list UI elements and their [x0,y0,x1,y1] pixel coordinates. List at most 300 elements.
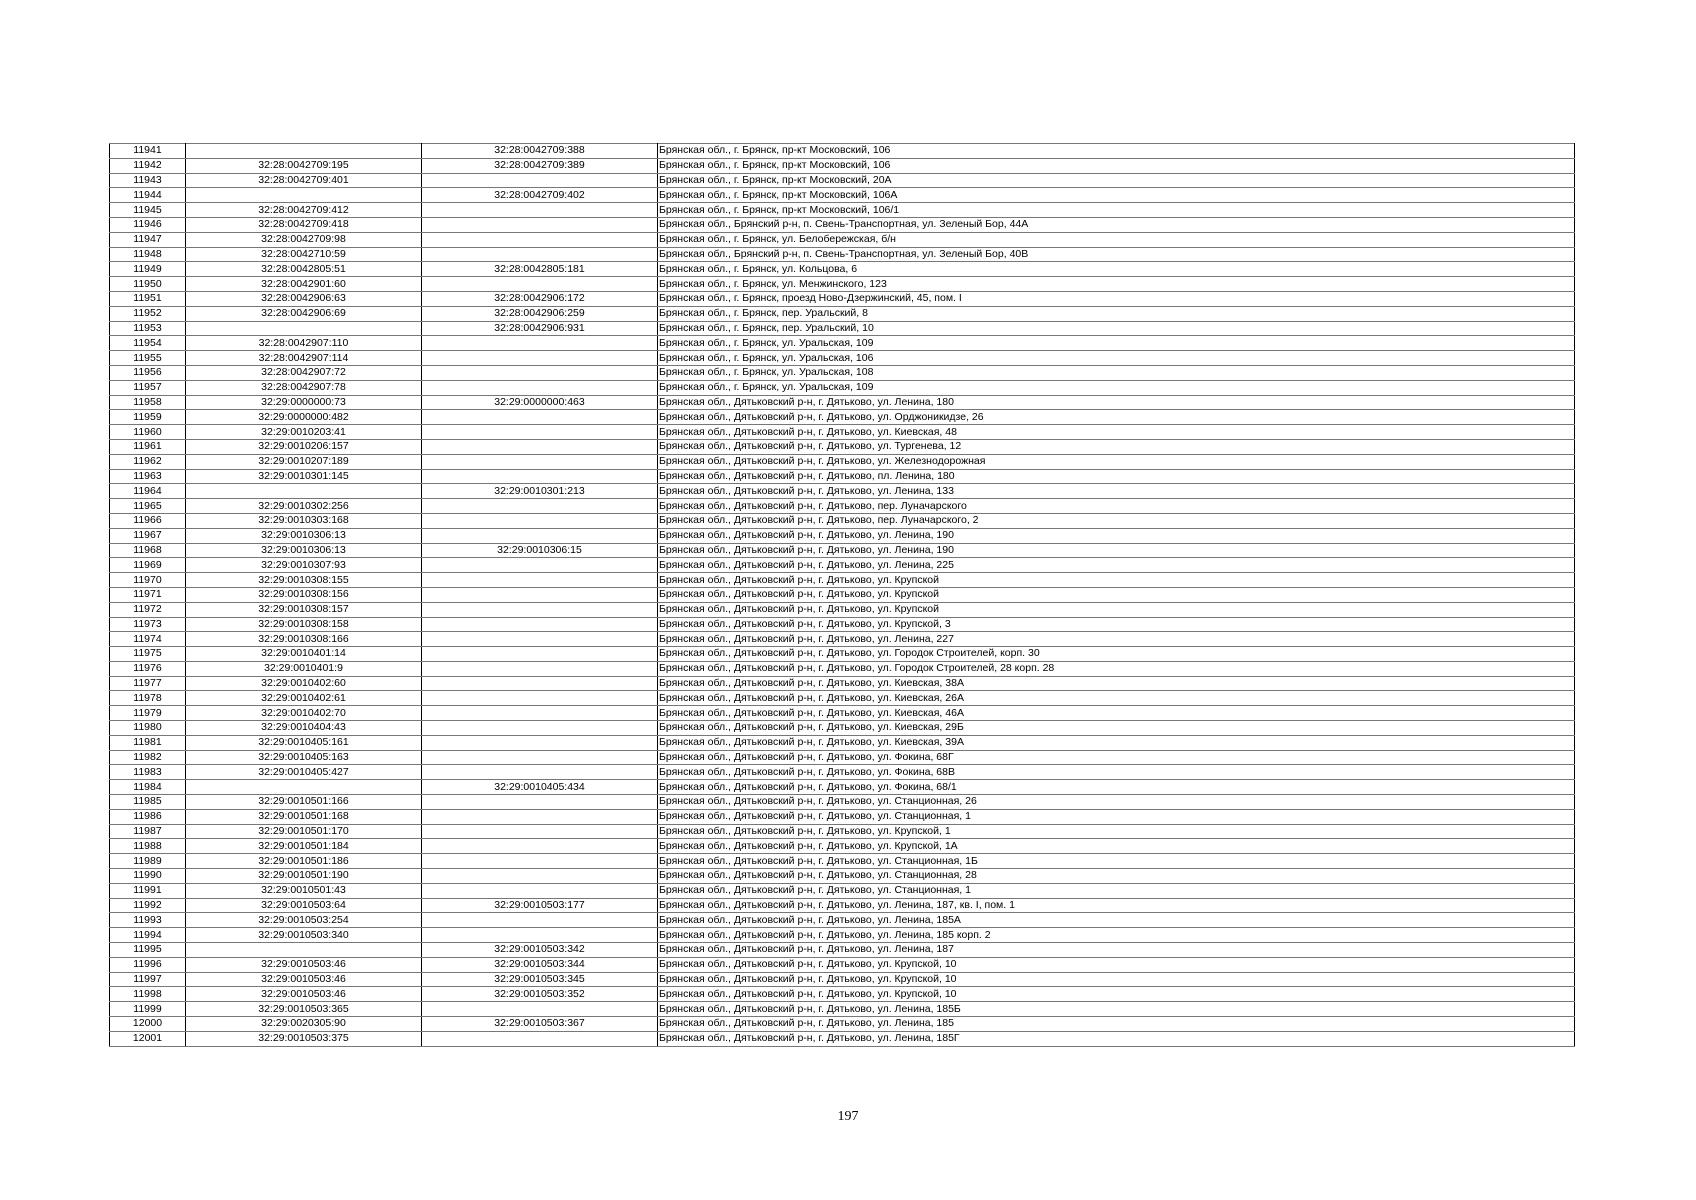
table-row [110,469,1575,484]
row-number-cell: 11994 [110,928,186,943]
table-row [110,291,1575,306]
row-number-cell: 11969 [110,558,186,573]
row-number-cell: 11958 [110,395,186,410]
address-cell: Брянская обл., Дятьковский р-н, г. Дятьково, ул. Тургенева, 12 [658,439,1575,454]
table-row [110,617,1575,632]
related-cadastral-number-cell: 32:29:0010503:345 [422,972,658,987]
address-cell: Брянская обл., Дятьковский р-н, г. Дятьково, ул. Крупской, 10 [658,972,1575,987]
table-row [110,587,1575,602]
row-number-cell: 11942 [110,158,186,173]
row-number-cell: 11965 [110,499,186,514]
cadastral-number-cell: 32:29:0010405:163 [186,750,422,765]
table-row [110,735,1575,750]
address-cell: Брянская обл., Дятьковский р-н, г. Дятьково, ул. Ленина, 190 [658,543,1575,558]
row-number-cell: 11960 [110,425,186,440]
related-cadastral-number-cell [422,513,658,528]
table-row [110,809,1575,824]
address-cell: Брянская обл., г. Брянск, ул. Уральская, 109 [658,336,1575,351]
address-cell: Брянская обл., Дятьковский р-н, г. Дятьково, ул. Станционная, 1 [658,883,1575,898]
cadastral-number-cell: 32:29:0010308:156 [186,587,422,602]
related-cadastral-number-cell [422,173,658,188]
row-number-cell: 11988 [110,839,186,854]
cadastral-number-cell: 32:29:0010308:166 [186,632,422,647]
cadastral-number-cell: 32:28:0042906:63 [186,291,422,306]
address-cell: Брянская обл., Дятьковский р-н, г. Дятьково, ул. Станционная, 26 [658,795,1575,810]
address-cell: Брянская обл., Дятьковский р-н, г. Дятьково, ул. Станционная, 1 [658,809,1575,824]
table-row [110,928,1575,943]
row-number-cell: 11978 [110,691,186,706]
cadastral-number-cell: 32:29:0010405:161 [186,735,422,750]
related-cadastral-number-cell [422,602,658,617]
table-row [110,188,1575,203]
related-cadastral-number-cell: 32:29:0010503:352 [422,987,658,1002]
related-cadastral-number-cell [422,824,658,839]
related-cadastral-number-cell [422,839,658,854]
cadastral-number-cell: 32:29:0010401:9 [186,661,422,676]
address-cell: Брянская обл., Дятьковский р-н, г. Дятьково, пер. Луначарского [658,499,1575,514]
cadastral-number-cell: 32:28:0042907:114 [186,351,422,366]
table-row [110,913,1575,928]
table-row [110,750,1575,765]
address-cell: Брянская обл., Дятьковский р-н, г. Дятьково, ул. Киевская, 46А [658,706,1575,721]
row-number-cell: 11981 [110,735,186,750]
related-cadastral-number-cell [422,750,658,765]
row-number-cell: 11962 [110,454,186,469]
registry-table [109,143,1575,1047]
related-cadastral-number-cell [422,809,658,824]
table-row [110,203,1575,218]
row-number-cell: 11980 [110,721,186,736]
related-cadastral-number-cell [422,425,658,440]
table-row [110,336,1575,351]
row-number-cell: 11986 [110,809,186,824]
row-number-cell: 11949 [110,262,186,277]
row-number-cell: 11945 [110,203,186,218]
cadastral-number-cell [186,144,422,159]
row-number-cell: 11974 [110,632,186,647]
address-cell: Брянская обл., Дятьковский р-н, г. Дятьково, ул. Ленина, 185 корп. 2 [658,928,1575,943]
cadastral-number-cell: 32:29:0010501:184 [186,839,422,854]
cadastral-number-cell: 32:28:0042709:401 [186,173,422,188]
address-cell: Брянская обл., Дятьковский р-н, г. Дятьково, ул. Киевская, 39А [658,735,1575,750]
address-cell: Брянская обл., Дятьковский р-н, г. Дятьково, ул. Крупской, 1А [658,839,1575,854]
related-cadastral-number-cell: 32:28:0042709:389 [422,158,658,173]
cadastral-number-cell: 32:29:0010501:168 [186,809,422,824]
related-cadastral-number-cell [422,439,658,454]
cadastral-number-cell: 32:29:0010303:168 [186,513,422,528]
table-row [110,795,1575,810]
table-row [110,365,1575,380]
cadastral-number-cell: 32:29:0010203:41 [186,425,422,440]
address-cell: Брянская обл., Дятьковский р-н, г. Дятьково, ул. Крупской, 1 [658,824,1575,839]
table-row [110,543,1575,558]
cadastral-number-cell: 32:29:0010207:189 [186,454,422,469]
related-cadastral-number-cell [422,558,658,573]
address-cell: Брянская обл., Дятьковский р-н, г. Дятьково, ул. Киевская, 38А [658,676,1575,691]
table-row [110,987,1575,1002]
address-cell: Брянская обл., Дятьковский р-н, г. Дятьково, ул. Ленина, 190 [658,528,1575,543]
table-row [110,883,1575,898]
row-number-cell: 11998 [110,987,186,1002]
address-cell: Брянская обл., Дятьковский р-н, г. Дятьково, ул. Крупской [658,602,1575,617]
table-row [110,425,1575,440]
table-row [110,1002,1575,1017]
cadastral-number-cell: 32:29:0010402:61 [186,691,422,706]
address-cell: Брянская обл., Дятьковский р-н, г. Дятьково, ул. Фокина, 68В [658,765,1575,780]
cadastral-number-cell: 32:29:0010206:157 [186,439,422,454]
table-row [110,454,1575,469]
related-cadastral-number-cell: 32:29:0010405:434 [422,780,658,795]
address-cell: Брянская обл., Дятьковский р-н, г. Дятьково, ул. Ленина, 225 [658,558,1575,573]
row-number-cell: 11985 [110,795,186,810]
cadastral-number-cell [186,188,422,203]
row-number-cell: 11984 [110,780,186,795]
address-cell: Брянская обл., Дятьковский р-н, г. Дятьково, пл. Ленина, 180 [658,469,1575,484]
table-row [110,351,1575,366]
table-row [110,647,1575,662]
row-number-cell: 11950 [110,277,186,292]
cadastral-number-cell: 32:29:0010501:170 [186,824,422,839]
related-cadastral-number-cell: 32:29:0010301:213 [422,484,658,499]
cadastral-number-cell: 32:29:0010501:43 [186,883,422,898]
cadastral-number-cell: 32:29:0010503:46 [186,987,422,1002]
address-cell: Брянская обл., Дятьковский р-н, г. Дятьково, ул. Ленина, 185Г [658,1031,1575,1046]
related-cadastral-number-cell [422,528,658,543]
table-row [110,380,1575,395]
related-cadastral-number-cell: 32:28:0042709:402 [422,188,658,203]
related-cadastral-number-cell [422,632,658,647]
table-row [110,957,1575,972]
row-number-cell: 11972 [110,602,186,617]
row-number-cell: 11966 [110,513,186,528]
address-cell: Брянская обл., Дятьковский р-н, г. Дятьково, ул. Ленина, 187 [658,943,1575,958]
address-cell: Брянская обл., Брянский р-н, п. Свень-Транспортная, ул. Зеленый Бор, 44А [658,217,1575,232]
address-cell: Брянская обл., г. Брянск, пер. Уральский, 8 [658,306,1575,321]
address-cell: Брянская обл., Дятьковский р-н, г. Дятьково, ул. Ленина, 185Б [658,1002,1575,1017]
address-cell: Брянская обл., Дятьковский р-н, г. Дятьково, ул. Ленина, 185А [658,913,1575,928]
table-row [110,972,1575,987]
table-row [110,706,1575,721]
address-cell: Брянская обл., г. Брянск, пр-кт Московский, 106 [658,158,1575,173]
row-number-cell: 11993 [110,913,186,928]
address-cell: Брянская обл., Дятьковский р-н, г. Дятьково, ул. Ленина, 133 [658,484,1575,499]
row-number-cell: 11967 [110,528,186,543]
table-row [110,247,1575,262]
address-cell: Брянская обл., Дятьковский р-н, г. Дятьково, ул. Городок Строителей, 28 корп. 28 [658,661,1575,676]
address-cell: Брянская обл., г. Брянск, пр-кт Московский, 20А [658,173,1575,188]
table-row [110,499,1575,514]
cadastral-number-cell: 32:28:0042901:60 [186,277,422,292]
address-cell: Брянская обл., Дятьковский р-н, г. Дятьково, пер. Луначарского, 2 [658,513,1575,528]
table-row [110,824,1575,839]
cadastral-number-cell: 32:29:0010503:254 [186,913,422,928]
address-cell: Брянская обл., г. Брянск, ул. Уральская, 106 [658,351,1575,366]
table-row [110,232,1575,247]
table-row [110,306,1575,321]
address-cell: Брянская обл., Дятьковский р-н, г. Дятьково, ул. Ленина, 187, кв. I, пом. 1 [658,898,1575,913]
address-cell: Брянская обл., Дятьковский р-н, г. Дятьково, ул. Киевская, 26А [658,691,1575,706]
cadastral-number-cell: 32:28:0042907:78 [186,380,422,395]
table-row [110,410,1575,425]
table-row [110,898,1575,913]
cadastral-number-cell: 32:28:0042805:51 [186,262,422,277]
cadastral-number-cell [186,943,422,958]
table-row [110,573,1575,588]
row-number-cell: 11951 [110,291,186,306]
table-row [110,262,1575,277]
cadastral-number-cell: 32:29:0010503:46 [186,957,422,972]
cadastral-number-cell: 32:28:0042709:98 [186,232,422,247]
row-number-cell: 11987 [110,824,186,839]
table-row [110,1017,1575,1032]
related-cadastral-number-cell [422,277,658,292]
row-number-cell: 11975 [110,647,186,662]
cadastral-number-cell: 32:29:0010308:157 [186,602,422,617]
row-number-cell: 11964 [110,484,186,499]
table-row [110,676,1575,691]
table-row [110,484,1575,499]
related-cadastral-number-cell [422,454,658,469]
related-cadastral-number-cell [422,617,658,632]
row-number-cell: 11989 [110,854,186,869]
row-number-cell: 11983 [110,765,186,780]
related-cadastral-number-cell [422,854,658,869]
related-cadastral-number-cell [422,647,658,662]
table-row [110,632,1575,647]
related-cadastral-number-cell [422,691,658,706]
row-number-cell: 11954 [110,336,186,351]
table-row [110,158,1575,173]
related-cadastral-number-cell [422,1002,658,1017]
related-cadastral-number-cell [422,573,658,588]
cadastral-number-cell [186,321,422,336]
address-cell: Брянская обл., Дятьковский р-н, г. Дятьково, ул. Городок Строителей, корп. 30 [658,647,1575,662]
row-number-cell: 12001 [110,1031,186,1046]
row-number-cell: 11943 [110,173,186,188]
cadastral-number-cell: 32:29:0010405:427 [186,765,422,780]
related-cadastral-number-cell [422,587,658,602]
related-cadastral-number-cell [422,765,658,780]
address-cell: Брянская обл., г. Брянск, пр-кт Московский, 106/1 [658,203,1575,218]
table-row [110,661,1575,676]
address-cell: Брянская обл., Дятьковский р-н, г. Дятьково, ул. Фокина, 68/1 [658,780,1575,795]
row-number-cell: 11999 [110,1002,186,1017]
related-cadastral-number-cell [422,336,658,351]
related-cadastral-number-cell [422,499,658,514]
cadastral-number-cell: 32:29:0010501:186 [186,854,422,869]
row-number-cell: 11948 [110,247,186,262]
row-number-cell: 11995 [110,943,186,958]
address-cell: Брянская обл., Дятьковский р-н, г. Дятьково, ул. Железнодорожная [658,454,1575,469]
address-cell: Брянская обл., г. Брянск, ул. Уральская, 109 [658,380,1575,395]
cadastral-number-cell: 32:29:0010501:166 [186,795,422,810]
cadastral-number-cell: 32:28:0042710:59 [186,247,422,262]
row-number-cell: 11961 [110,439,186,454]
row-number-cell: 11997 [110,972,186,987]
cadastral-number-cell: 32:29:0010402:60 [186,676,422,691]
cadastral-number-cell: 32:29:0010307:93 [186,558,422,573]
cadastral-number-cell: 32:29:0010401:14 [186,647,422,662]
table-body [110,144,1575,1047]
cadastral-number-cell: 32:29:0010503:46 [186,972,422,987]
cadastral-number-cell: 32:29:0010501:190 [186,869,422,884]
address-cell: Брянская обл., г. Брянск, ул. Менжинского, 123 [658,277,1575,292]
related-cadastral-number-cell: 32:29:0010503:367 [422,1017,658,1032]
table-row [110,321,1575,336]
row-number-cell: 11992 [110,898,186,913]
address-cell: Брянская обл., Дятьковский р-н, г. Дятьково, ул. Орджоникидзе, 26 [658,410,1575,425]
related-cadastral-number-cell [422,247,658,262]
address-cell: Брянская обл., Дятьковский р-н, г. Дятьково, ул. Крупской, 10 [658,957,1575,972]
cadastral-number-cell [186,780,422,795]
cadastral-number-cell [186,484,422,499]
row-number-cell: 11979 [110,706,186,721]
row-number-cell: 11982 [110,750,186,765]
related-cadastral-number-cell [422,380,658,395]
table-row [110,1031,1575,1046]
address-cell: Брянская обл., Дятьковский р-н, г. Дятьково, ул. Крупской, 3 [658,617,1575,632]
row-number-cell: 11947 [110,232,186,247]
table-row [110,854,1575,869]
related-cadastral-number-cell [422,217,658,232]
related-cadastral-number-cell: 32:29:0000000:463 [422,395,658,410]
address-cell: Брянская обл., Дятьковский р-н, г. Дятьково, ул. Крупской [658,587,1575,602]
cadastral-number-cell: 32:28:0042907:72 [186,365,422,380]
related-cadastral-number-cell [422,232,658,247]
cadastral-number-cell: 32:29:0010404:43 [186,721,422,736]
row-number-cell: 11959 [110,410,186,425]
table-row [110,395,1575,410]
row-number-cell: 11952 [110,306,186,321]
related-cadastral-number-cell: 32:29:0010503:344 [422,957,658,972]
related-cadastral-number-cell [422,469,658,484]
table-row [110,217,1575,232]
cadastral-number-cell: 32:29:0000000:482 [186,410,422,425]
cadastral-number-cell: 32:29:0010503:375 [186,1031,422,1046]
related-cadastral-number-cell: 32:29:0010503:177 [422,898,658,913]
related-cadastral-number-cell [422,795,658,810]
address-cell: Брянская обл., Брянский р-н, п. Свень-Транспортная, ул. Зеленый Бор, 40В [658,247,1575,262]
address-cell: Брянская обл., г. Брянск, ул. Белобережская, б/н [658,232,1575,247]
table-row [110,691,1575,706]
address-cell: Брянская обл., г. Брянск, ул. Кольцова, 6 [658,262,1575,277]
row-number-cell: 11973 [110,617,186,632]
table-row [110,780,1575,795]
related-cadastral-number-cell [422,869,658,884]
cadastral-number-cell: 32:28:0042709:412 [186,203,422,218]
related-cadastral-number-cell: 32:29:0010503:342 [422,943,658,958]
related-cadastral-number-cell [422,928,658,943]
address-cell: Брянская обл., Дятьковский р-н, г. Дятьково, ул. Ленина, 227 [658,632,1575,647]
related-cadastral-number-cell [422,676,658,691]
cadastral-number-cell: 32:29:0010308:155 [186,573,422,588]
cadastral-number-cell: 32:29:0010503:340 [186,928,422,943]
table-row [110,602,1575,617]
related-cadastral-number-cell: 32:28:0042906:931 [422,321,658,336]
address-cell: Брянская обл., г. Брянск, пер. Уральский, 10 [658,321,1575,336]
row-number-cell: 11941 [110,144,186,159]
table-row [110,839,1575,854]
table-row [110,869,1575,884]
table-row [110,943,1575,958]
cadastral-number-cell: 32:28:0042709:418 [186,217,422,232]
related-cadastral-number-cell: 32:28:0042805:181 [422,262,658,277]
address-cell: Брянская обл., г. Брянск, пр-кт Московский, 106А [658,188,1575,203]
related-cadastral-number-cell: 32:28:0042906:259 [422,306,658,321]
cadastral-number-cell: 32:28:0042906:69 [186,306,422,321]
table-row [110,558,1575,573]
cadastral-number-cell: 32:29:0010308:158 [186,617,422,632]
table-row [110,721,1575,736]
cadastral-number-cell: 32:28:0042907:110 [186,336,422,351]
row-number-cell: 11977 [110,676,186,691]
address-cell: Брянская обл., Дятьковский р-н, г. Дятьково, ул. Крупской, 10 [658,987,1575,1002]
cadastral-number-cell: 32:29:0010503:365 [186,1002,422,1017]
page-number: 197 [837,1109,859,1124]
cadastral-number-cell: 32:29:0020305:90 [186,1017,422,1032]
row-number-cell: 11956 [110,365,186,380]
table-row [110,173,1575,188]
address-cell: Брянская обл., Дятьковский р-н, г. Дятьково, ул. Фокина, 68Г [658,750,1575,765]
table-row [110,439,1575,454]
address-cell: Брянская обл., Дятьковский р-н, г. Дятьково, ул. Крупской [658,573,1575,588]
row-number-cell: 11953 [110,321,186,336]
related-cadastral-number-cell: 32:28:0042709:388 [422,144,658,159]
address-cell: Брянская обл., Дятьковский р-н, г. Дятьково, ул. Ленина, 185 [658,1017,1575,1032]
related-cadastral-number-cell [422,721,658,736]
related-cadastral-number-cell [422,410,658,425]
cadastral-number-cell: 32:29:0010302:256 [186,499,422,514]
row-number-cell: 11976 [110,661,186,676]
related-cadastral-number-cell: 32:29:0010306:15 [422,543,658,558]
row-number-cell: 11970 [110,573,186,588]
row-number-cell: 11957 [110,380,186,395]
address-cell: Брянская обл., Дятьковский р-н, г. Дятьково, ул. Станционная, 28 [658,869,1575,884]
related-cadastral-number-cell [422,883,658,898]
row-number-cell: 11996 [110,957,186,972]
related-cadastral-number-cell: 32:28:0042906:172 [422,291,658,306]
row-number-cell: 11963 [110,469,186,484]
cadastral-number-cell: 32:29:0010306:13 [186,528,422,543]
related-cadastral-number-cell [422,735,658,750]
related-cadastral-number-cell [422,913,658,928]
address-cell: Брянская обл., Дятьковский р-н, г. Дятьково, ул. Киевская, 29Б [658,721,1575,736]
related-cadastral-number-cell [422,706,658,721]
table-row [110,528,1575,543]
cadastral-number-cell: 32:29:0010503:64 [186,898,422,913]
table-row [110,513,1575,528]
cadastral-number-cell: 32:29:0010402:70 [186,706,422,721]
address-cell: Брянская обл., г. Брянск, пр-кт Московский, 106 [658,144,1575,159]
row-number-cell: 11991 [110,883,186,898]
related-cadastral-number-cell [422,203,658,218]
cadastral-number-cell: 32:29:0010306:13 [186,543,422,558]
cadastral-number-cell: 32:29:0010301:145 [186,469,422,484]
address-cell: Брянская обл., г. Брянск, ул. Уральская, 108 [658,365,1575,380]
address-cell: Брянская обл., г. Брянск, проезд Ново-Дзержинский, 45, пом. I [658,291,1575,306]
row-number-cell: 11971 [110,587,186,602]
address-cell: Брянская обл., Дятьковский р-н, г. Дятьково, ул. Киевская, 48 [658,425,1575,440]
row-number-cell: 11946 [110,217,186,232]
row-number-cell: 11944 [110,188,186,203]
address-cell: Брянская обл., Дятьковский р-н, г. Дятьково, ул. Ленина, 180 [658,395,1575,410]
row-number-cell: 11990 [110,869,186,884]
table-row [110,765,1575,780]
row-number-cell: 11955 [110,351,186,366]
related-cadastral-number-cell [422,365,658,380]
related-cadastral-number-cell [422,351,658,366]
address-cell: Брянская обл., Дятьковский р-н, г. Дятьково, ул. Станционная, 1Б [658,854,1575,869]
